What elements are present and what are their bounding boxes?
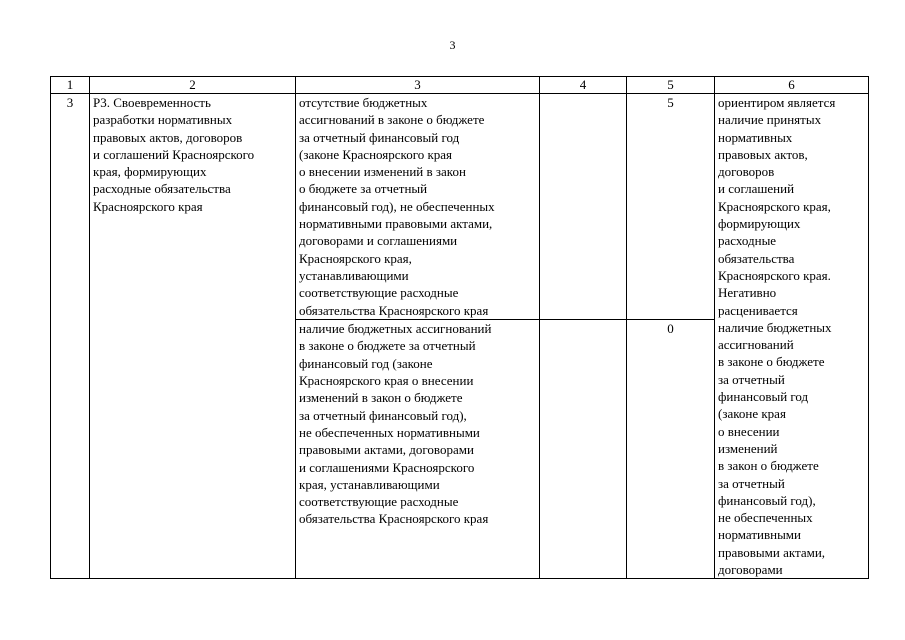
column-header: 5 — [627, 77, 715, 94]
column-header: 4 — [540, 77, 627, 94]
empty-cell — [540, 320, 627, 579]
table-header-row — [51, 77, 869, 94]
column-header: 2 — [90, 77, 296, 94]
column-header: 1 — [51, 77, 90, 94]
comment-cell: ориентиром является наличие принятых нормативных правовых актов, договоров и соглашений Красноярского края, формирующих расходные обязательства Красноярского края. Негативно расценивается наличие бюджетных ассигнований в законе о бюджете за отчетный финансовый год (законе края о внесении изменений в закон о бюджете за отчетный финансовый год), не обеспеченных нормативными правовыми актами, договорами — [715, 94, 869, 579]
indicator-cell: Р3. Своевременность разработки нормативных правовых актов, договоров и соглашений Красноярского края, формирующих расходные обязательства Красноярского края — [90, 94, 296, 579]
criteria-table — [50, 76, 869, 579]
page-number: 3 — [449, 38, 456, 52]
score-cell: 0 — [627, 320, 715, 579]
column-header: 6 — [715, 77, 869, 94]
column-header: 3 — [296, 77, 540, 94]
condition-cell: отсутствие бюджетных ассигнований в законе о бюджете за отчетный финансовый год (законе Красноярского края о внесении изменений в закон о бюджете за отчетный финансовый год), не обеспеченных нормативными правовыми актами, договорами и соглашениями Красноярского края, устанавливающими соответствующие расходные обязательства Красноярского края — [296, 94, 540, 320]
condition-cell: наличие бюджетных ассигнований в законе о бюджете за отчетный финансовый год (законе Красноярского края о внесении изменений в закон о бюджете за отчетный финансовый год), не обеспеченных нормативными правовыми актами, договорами и соглашениями Красноярского края, устанавливающими соответствующие расходные обязательства Красноярского края — [296, 320, 540, 579]
empty-cell — [540, 94, 627, 320]
row-number: 3 — [51, 94, 90, 579]
score-cell: 5 — [627, 94, 715, 320]
table-row — [51, 94, 869, 320]
